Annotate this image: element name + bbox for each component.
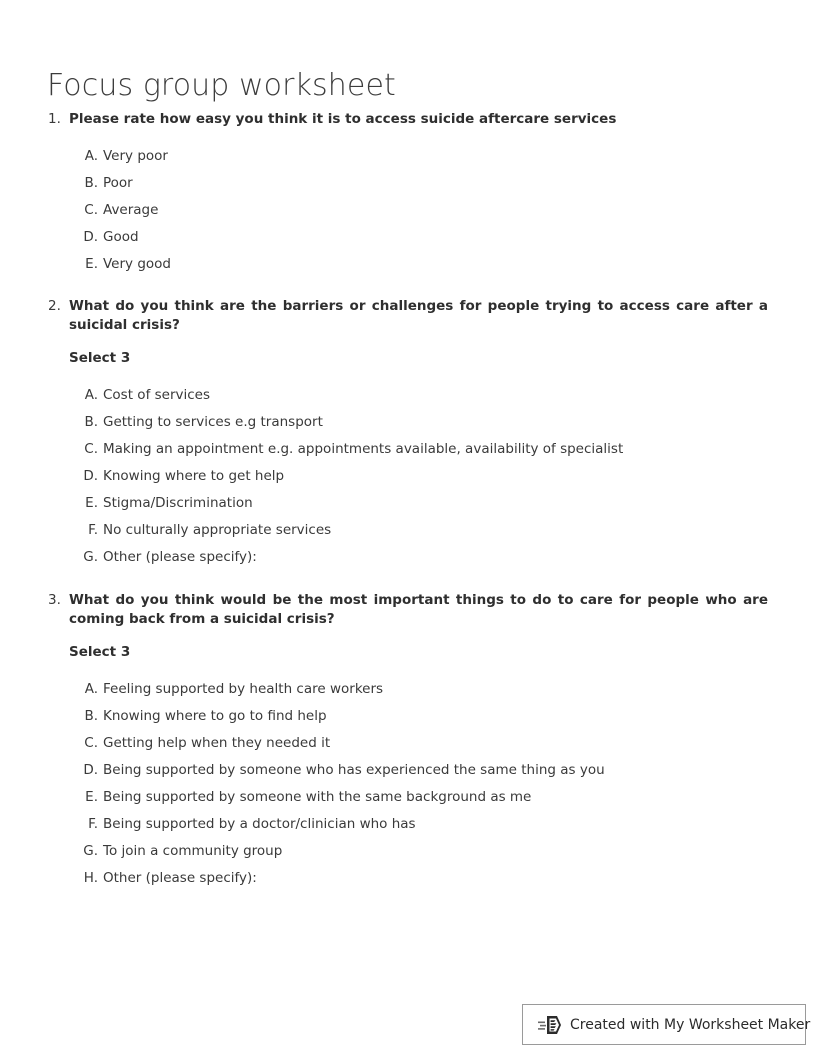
option-letter: G. bbox=[83, 843, 98, 859]
option-letter: D. bbox=[83, 468, 98, 484]
option-label: Other (please specify): bbox=[103, 870, 257, 886]
option-label: Being supported by a doctor/clinician who has bbox=[103, 816, 416, 832]
worksheet-maker-logo-icon bbox=[538, 1012, 564, 1038]
option-item[interactable] bbox=[0, 251, 816, 278]
option-label: Poor bbox=[103, 175, 133, 191]
select-instruction-3: Select 3 bbox=[69, 644, 131, 660]
option-item[interactable] bbox=[0, 784, 816, 811]
option-label: Other (please specify): bbox=[103, 549, 257, 565]
option-item[interactable] bbox=[0, 382, 816, 409]
option-label: Being supported by someone who has experienced the same thing as you bbox=[103, 762, 605, 778]
option-label: To join a community group bbox=[103, 843, 283, 859]
question-block-1 bbox=[0, 110, 816, 278]
option-label: Being supported by someone with the same background as me bbox=[103, 789, 532, 805]
option-item[interactable] bbox=[0, 517, 816, 544]
question-heading-3 bbox=[0, 591, 816, 629]
option-letter: F. bbox=[88, 522, 98, 538]
option-list-3 bbox=[0, 676, 816, 892]
option-item[interactable] bbox=[0, 490, 816, 517]
option-letter: A. bbox=[84, 681, 98, 697]
badge-label: Created with My Worksheet Maker bbox=[570, 1016, 811, 1033]
option-letter: A. bbox=[84, 148, 98, 164]
question-text-3: What do you think would be the most important things to do to care for people who are coming back from a suicidal crisis? bbox=[69, 592, 768, 627]
option-item[interactable] bbox=[0, 197, 816, 224]
question-number-3: 3. bbox=[48, 592, 61, 608]
option-label: Making an appointment e.g. appointments available, availability of specialist bbox=[103, 441, 624, 457]
option-item[interactable] bbox=[0, 463, 816, 490]
section-spacer bbox=[0, 571, 816, 591]
question-heading-1 bbox=[0, 110, 816, 129]
option-label: Good bbox=[103, 229, 139, 245]
option-letter: D. bbox=[83, 229, 98, 245]
option-list-2 bbox=[0, 382, 816, 571]
option-list-1 bbox=[0, 143, 816, 278]
option-label: Knowing where to go to find help bbox=[103, 708, 327, 724]
question-text-1: Please rate how easy you think it is to access suicide aftercare services bbox=[69, 111, 617, 127]
select-instruction-2: Select 3 bbox=[69, 350, 131, 366]
question-heading-2 bbox=[0, 297, 816, 335]
option-label: Getting to services e.g transport bbox=[103, 414, 323, 430]
question-text-2: What do you think are the barriers or challenges for people trying to access care after a suicidal crisis? bbox=[69, 298, 768, 333]
option-label: Cost of services bbox=[103, 387, 210, 403]
option-label: Very good bbox=[103, 256, 171, 272]
question-number-2: 2. bbox=[48, 298, 61, 314]
option-letter: E. bbox=[85, 256, 98, 272]
option-item[interactable] bbox=[0, 757, 816, 784]
option-item[interactable] bbox=[0, 730, 816, 757]
option-letter: E. bbox=[85, 789, 98, 805]
questions-container bbox=[0, 110, 816, 892]
option-letter: A. bbox=[84, 387, 98, 403]
created-with-badge[interactable] bbox=[522, 1004, 811, 1045]
option-letter: C. bbox=[84, 735, 98, 751]
option-letter: D. bbox=[83, 762, 98, 778]
question-block-2 bbox=[0, 297, 816, 571]
option-letter: C. bbox=[84, 441, 98, 457]
option-item[interactable] bbox=[0, 865, 816, 892]
option-label: Very poor bbox=[103, 148, 168, 164]
option-item[interactable] bbox=[0, 436, 816, 463]
option-letter: B. bbox=[84, 414, 98, 430]
question-block-3 bbox=[0, 591, 816, 892]
option-item[interactable] bbox=[0, 838, 816, 865]
option-letter: H. bbox=[83, 870, 98, 886]
option-letter: B. bbox=[84, 708, 98, 724]
option-letter: B. bbox=[84, 175, 98, 191]
section-spacer bbox=[0, 278, 816, 297]
option-item[interactable] bbox=[0, 676, 816, 703]
option-label: No culturally appropriate services bbox=[103, 522, 332, 538]
option-label: Knowing where to get help bbox=[103, 468, 285, 484]
page-title: Focus group worksheet bbox=[47, 68, 396, 104]
option-label: Stigma/Discrimination bbox=[103, 495, 253, 511]
option-letter: F. bbox=[88, 816, 98, 832]
option-item[interactable] bbox=[0, 170, 816, 197]
option-item[interactable] bbox=[0, 703, 816, 730]
option-item[interactable] bbox=[0, 544, 816, 571]
option-item[interactable] bbox=[0, 224, 816, 251]
option-letter: E. bbox=[85, 495, 98, 511]
option-label: Average bbox=[103, 202, 159, 218]
option-item[interactable] bbox=[0, 811, 816, 838]
question-number-1: 1. bbox=[48, 111, 61, 127]
option-item[interactable] bbox=[0, 143, 816, 170]
option-item[interactable] bbox=[0, 409, 816, 436]
option-label: Getting help when they needed it bbox=[103, 735, 331, 751]
option-letter: G. bbox=[83, 549, 98, 565]
option-letter: C. bbox=[84, 202, 98, 218]
option-label: Feeling supported by health care workers bbox=[103, 681, 384, 697]
